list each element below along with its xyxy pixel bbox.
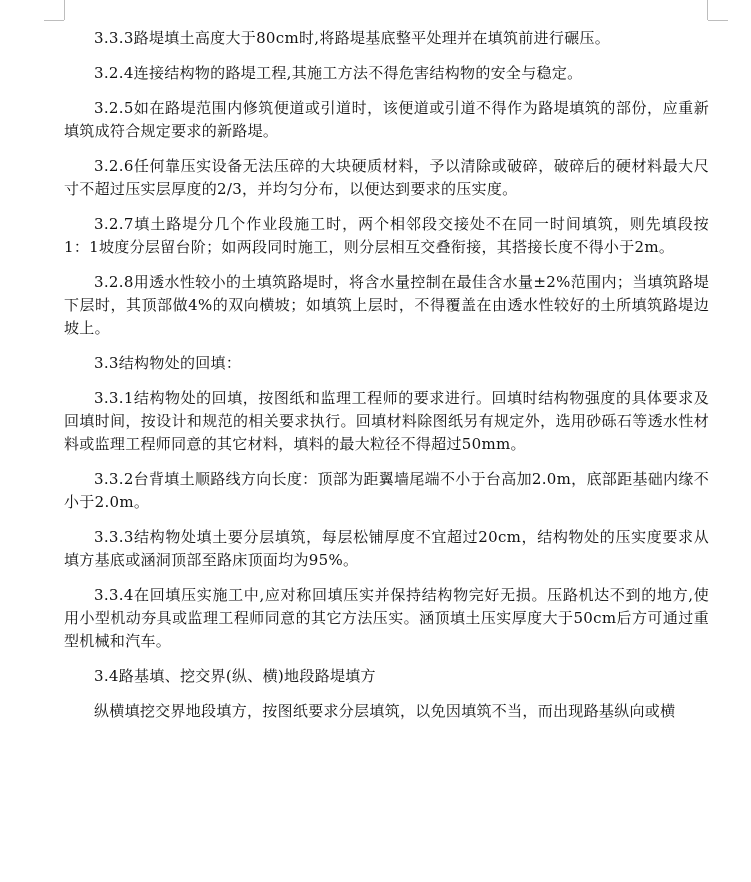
paragraph-3-2-8-low-permeability-soil: 3.2.8用透水性较小的土填筑路堤时，将含水量控制在最佳含水量±2%范围内；当填筑路堤下层时，其顶部做4%的双向横坡；如填筑上层时，不得覆盖在由透水性较好的土所填筑路堤边坡上。 bbox=[64, 273, 709, 337]
paragraph-3-3-3-embankment-height: 3.3.3路堤填土高度大于80cm时,将路堤基底整平处理并在填筑前进行碾压。 bbox=[94, 29, 611, 47]
margin-mark-top-left bbox=[64, 0, 65, 20]
paragraph-3-2-7-work-sections: 3.2.7填土路堤分几个作业段施工时，两个相邻段交接处不在同一时间填筑，则先填段按1：1坡度分层留台阶；如两段同时施工，则分层相互交叠衔接，其搭接长度不得小于2m。 bbox=[64, 215, 709, 256]
section-heading-3-3-backfill: 3.3结构物处的回填： bbox=[94, 354, 242, 372]
paragraph-3-2-6-hard-materials: 3.2.6任何靠压实设备无法压碎的大块硬质材料，予以清除或破碎，破碎后的硬材料最大尺寸不超过压实层厚度的2/3，并均匀分布，以便达到要求的压实度。 bbox=[64, 157, 709, 198]
paragraph-3-3-4-compaction: 3.3.4在回填压实施工中,应对称回填压实并保持结构物完好无损。压路机达不到的地方,使用小型机动夯具或监理工程师同意的其它方法压实。涵顶填土压实厚度大于50cm后方可通过重型机械和汽车。 bbox=[64, 586, 709, 650]
paragraph-3-3-1-backfill-requirements: 3.3.1结构物处的回填，按图纸和监理工程师的要求进行。回填时结构物强度的具体要求及回填时间，按设计和规范的相关要求执行。回填材料除图纸另有规定外，选用砂砾石等透水性材料或监理工程师同意的其它材料，填料的最大粒径不得超过50mm。 bbox=[64, 389, 709, 453]
margin-mark-top-right bbox=[707, 0, 708, 20]
paragraph-3-3-2-abutment-fill-length: 3.3.2台背填土顺路线方向长度：顶部为距翼墙尾端不小于台高加2.0m，底部距基础内缘不小于2.0m。 bbox=[64, 470, 709, 511]
section-heading-3-4-cut-fill-transition: 3.4路基填、挖交界(纵、横)地段路堤填方 bbox=[94, 667, 376, 685]
paragraph-3-3-3-layered-fill: 3.3.3结构物处填土要分层填筑，每层松铺厚度不宜超过20cm，结构物处的压实度要求从填方基底或涵洞顶部至路床顶面均为95%。 bbox=[64, 528, 709, 569]
paragraph-cut-fill-transition-text: 纵横填挖交界地段填方，按图纸要求分层填筑，以免因填筑不当，而出现路基纵向或横 bbox=[94, 702, 676, 720]
margin-mark-top-right bbox=[708, 20, 728, 21]
document-body bbox=[64, 27, 709, 735]
paragraph-3-2-4-structure-connection: 3.2.4连接结构物的路堤工程,其施工方法不得危害结构物的安全与稳定。 bbox=[94, 64, 583, 82]
margin-mark-top-left bbox=[44, 20, 64, 21]
paragraph-3-2-5-access-road: 3.2.5如在路堤范围内修筑便道或引道时，该便道或引道不得作为路堤填筑的部份，应重新填筑成符合规定要求的新路堤。 bbox=[64, 99, 709, 140]
